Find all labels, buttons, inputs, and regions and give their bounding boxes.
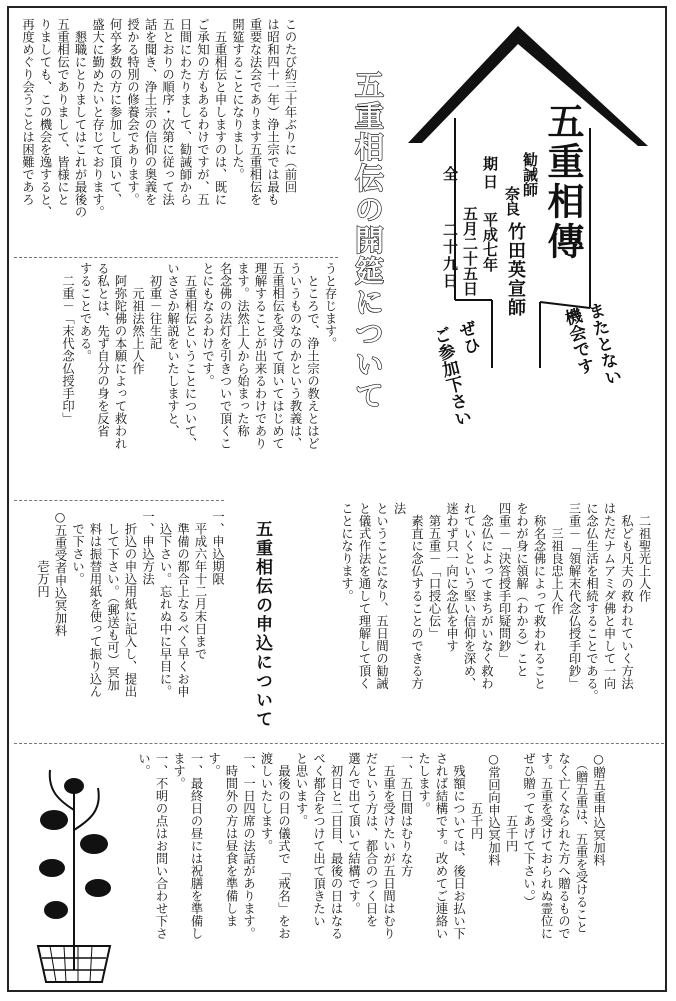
teacher-role: 勧誡師 <box>521 152 539 197</box>
application-heading: 五重相伝の申込について <box>252 520 272 729</box>
divider-lower <box>14 743 664 744</box>
explanation-col-right: 二祖聖光上人作 私ども凡夫の救われていく方法 はただナムアミダ佛と申して一向 に念仏生活を相続することである。 三重－「領解末代念仏授手印鈔」 三祖良忠上人作 称名念佛によって救われること をわが身に領解（わかる）こと 四重－「決答授手印疑問鈔」 念仏によってまちがいなく救わ れていくという堅い信仰を深め、 迷わず只一向に念仏を申す 第五重－「口授心伝」 素直に念仏することのできる方 法 ということになり、五日間の勧誡 と儀式作法を通して理解して頂く ことになります。 <box>339 502 651 702</box>
date-start: 五月二十五日 <box>461 206 479 296</box>
potted-plant-illustration <box>18 750 130 986</box>
intro-paragraph: このたび約三十年ぶりに（前回 は昭和四十一年）浄土宗では最も 重要な法会であります五重相伝を 開筵することになりました。 五重相伝と申しますのは、既に ご承知の方もあるわけですが、五 日間にわたりまして、勧誡師から 五とおりの順序・次第に従って法 話を聞き、浄土宗の信仰の奥義を 授かる特別の修養会であります。 何卒多数の方に参加して頂いて、 盛大に勤めたいと存じております。 懇職にとりましてはこれが最後の 五重相伝でありまして、皆様にと りましても、この機会を逸すると、 再度めぐり会うことは困難であろ <box>20 18 297 218</box>
sign-title: 五重相傳 <box>541 102 585 262</box>
date-until: 全 <box>441 166 459 181</box>
teacher-name: 竹田英宣師 <box>505 222 526 317</box>
divider-upper-left <box>14 257 338 258</box>
date-era: 平成七年 <box>481 212 499 272</box>
date-end: 二十九日 <box>441 222 459 290</box>
slogan-rare: またとない 機会です <box>559 300 623 388</box>
date-label: 期日 <box>481 156 499 192</box>
explanation-col-left: うと存じます。 ところで、浄土宗の教えとはど ういうものなのかという教義は、 五重相伝を受けて頂いてはじめて 理解することが出来るわけであり ます。法然上人から始まった称 名念佛の法灯を引きついで頂くこ とにもなるわけです。 五重相伝ということについて、 いささか解説をいたしますと、 初重－往生記 元祖法然上人作 阿弥陀佛の本願によって救われ る私とは、先ず自分の身を反省 することである。 二重－「末代念仏授手印」 <box>60 262 337 450</box>
divider-middle-left <box>14 500 224 501</box>
main-heading: 五重相伝の開筵について <box>351 70 385 411</box>
slogan-join: ぜひ ご参加下さい <box>428 318 482 429</box>
sign-illustration <box>400 18 668 378</box>
application-details: 一、申込期限 平成六年十二月末日まで 準備の都合上なるべく早くお申 込下さい。忘れぬ中に早目に。 一、申込方法 折込の申込用紙に記入し、提出 して下さい。（郵送も可）冥加 料は振替用紙を使って振り込ん で下さい。 ○五重受者申込冥加料 壱万円 <box>35 510 225 698</box>
teacher-place: 奈良 <box>503 186 521 216</box>
bottom-notes: ○贈五重申込冥加料 （贈五重は、五重を受けること なく亡くなられた方へ贈るもので す。五重を受けておられぬ霊位に ぜひ贈ってあげて下さい。） 五千円 ○常回向申込冥加料 五千円 残額については、後日お払い下 されば結構です。改めてご連絡い たします。 一、五日間はむりな方 五重を受けたいが五日間はむり だという方は、都合のつく日を 選んで出て頂いて結構です。 初日と二日目、最後の日はなる べく都合をつけて出て頂きたい と思います。 最後の日の儀式で「戒名」をお 渡しいたします。 一、一日四席の法話があります。 時間外の方は昼食を準備しま す。 一、最終日の昼には祝膳を準備し ます。 一、不明の点はお問い合わせ下さ い。 <box>136 752 606 940</box>
